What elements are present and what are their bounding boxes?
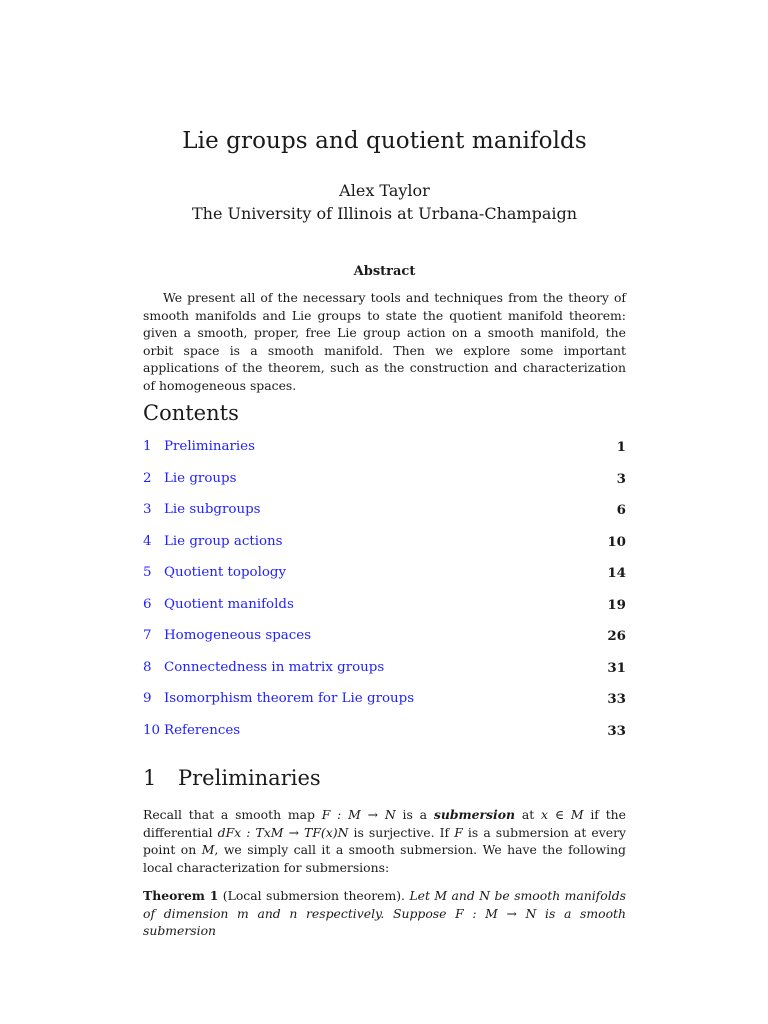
toc-entry-number: 3 [143, 502, 152, 517]
toc-entry-title[interactable]: Homogeneous spaces [164, 628, 312, 643]
toc-entry-page: 19 [607, 596, 626, 613]
text-run: Recall that a smooth map [143, 807, 322, 822]
math-inline: F [454, 824, 463, 840]
paper-title: Lie groups and quotient manifolds [182, 128, 587, 154]
toc-entry-number: 10 [143, 722, 161, 738]
text-run: is surjective. If [348, 824, 455, 840]
text-run: if the differential [143, 807, 626, 840]
toc-entry-page: 33 [607, 691, 626, 707]
toc-entry-number: 8 [143, 659, 152, 675]
theorem-note: (Local submersion theorem). [222, 888, 405, 903]
section-number: 1 [143, 766, 157, 790]
toc-entry-title[interactable]: References [164, 722, 241, 738]
toc-entry-title[interactable]: Quotient manifolds [164, 596, 294, 612]
toc-entry-number: 7 [143, 628, 152, 643]
text-run: , we simply call it a smooth submersion. We have the following local characterization for submersions: [143, 842, 626, 875]
toc-entry-page: 33 [607, 722, 626, 739]
toc-entry[interactable] [143, 691, 626, 713]
toc-entry[interactable] [143, 439, 626, 461]
abstract-text: We present all of the necessary tools and techniques from the theory of smooth manifolds and Lie groups to state the quotient manifold theorem: given a smooth, proper, free Lie group action on a smooth manifold, the orbit space is a smooth manifold. Then we explore some important applications of the theorem, such as the construction and characterization of homogeneous spaces. [143, 290, 626, 393]
toc-entry-page: 3 [616, 470, 626, 487]
contents-heading: Contents [143, 401, 239, 425]
author-name: Alex Taylor [339, 181, 430, 200]
section-title: Preliminaries [178, 766, 321, 790]
math-inline: M [201, 842, 215, 858]
toc-entry-title[interactable]: Connectedness in matrix groups [164, 659, 385, 675]
toc-entry-title[interactable]: Lie group actions [164, 533, 283, 549]
toc-entry[interactable] [143, 660, 626, 682]
toc-entry-number: 1 [143, 439, 152, 454]
toc-entry-page: 26 [607, 628, 626, 644]
toc-entry-number: 9 [143, 691, 152, 706]
toc-entry-number: 6 [143, 596, 152, 612]
defined-term: submersion [433, 807, 516, 822]
toc-entry-number: 5 [143, 565, 152, 580]
toc-entry-title[interactable]: Preliminaries [164, 439, 255, 454]
toc-entry-page: 1 [616, 439, 626, 455]
math-inline: x ∈ M [541, 807, 584, 822]
toc-entry[interactable] [143, 502, 626, 524]
theorem-label: Theorem 1 [143, 888, 219, 903]
toc-entry-title[interactable]: Lie groups [164, 470, 237, 486]
author-affiliation: The University of Illinois at Urbana-Champaign [191, 204, 578, 223]
toc-entry[interactable] [143, 597, 626, 619]
toc-entry-number: 2 [143, 470, 152, 486]
toc-entry[interactable] [143, 471, 626, 493]
toc-entry[interactable] [143, 628, 626, 650]
toc-entry[interactable] [143, 534, 626, 556]
toc-entry-page: 31 [607, 659, 626, 676]
toc-entry-page: 10 [607, 533, 626, 550]
text-run: at [515, 807, 542, 822]
toc-entry[interactable] [143, 565, 626, 587]
section-heading [143, 766, 321, 790]
toc-entry[interactable] [143, 723, 626, 745]
toc-entry-title[interactable]: Isomorphism theorem for Lie groups [164, 691, 415, 706]
theorem-statement [143, 887, 626, 940]
toc-entry-page: 6 [616, 502, 626, 518]
section-paragraph [143, 806, 626, 876]
text-run: is a [395, 807, 434, 822]
toc-entry-title[interactable]: Quotient topology [164, 565, 287, 580]
abstract-heading: Abstract [353, 264, 416, 279]
math-inline: F : M → N [321, 807, 396, 822]
toc-entry-page: 14 [607, 565, 626, 581]
toc-entry-title[interactable]: Lie subgroups [164, 502, 261, 517]
text-run: is a submersion at every point on [143, 824, 626, 858]
theorem-text: Let M and N be smooth manifolds of dimension m and n respectively. Suppose F : M → N is a smooth submersion [143, 888, 626, 939]
toc-entry-number: 4 [143, 533, 152, 549]
math-inline: dFx : TxM → TF(x)N [217, 824, 349, 840]
